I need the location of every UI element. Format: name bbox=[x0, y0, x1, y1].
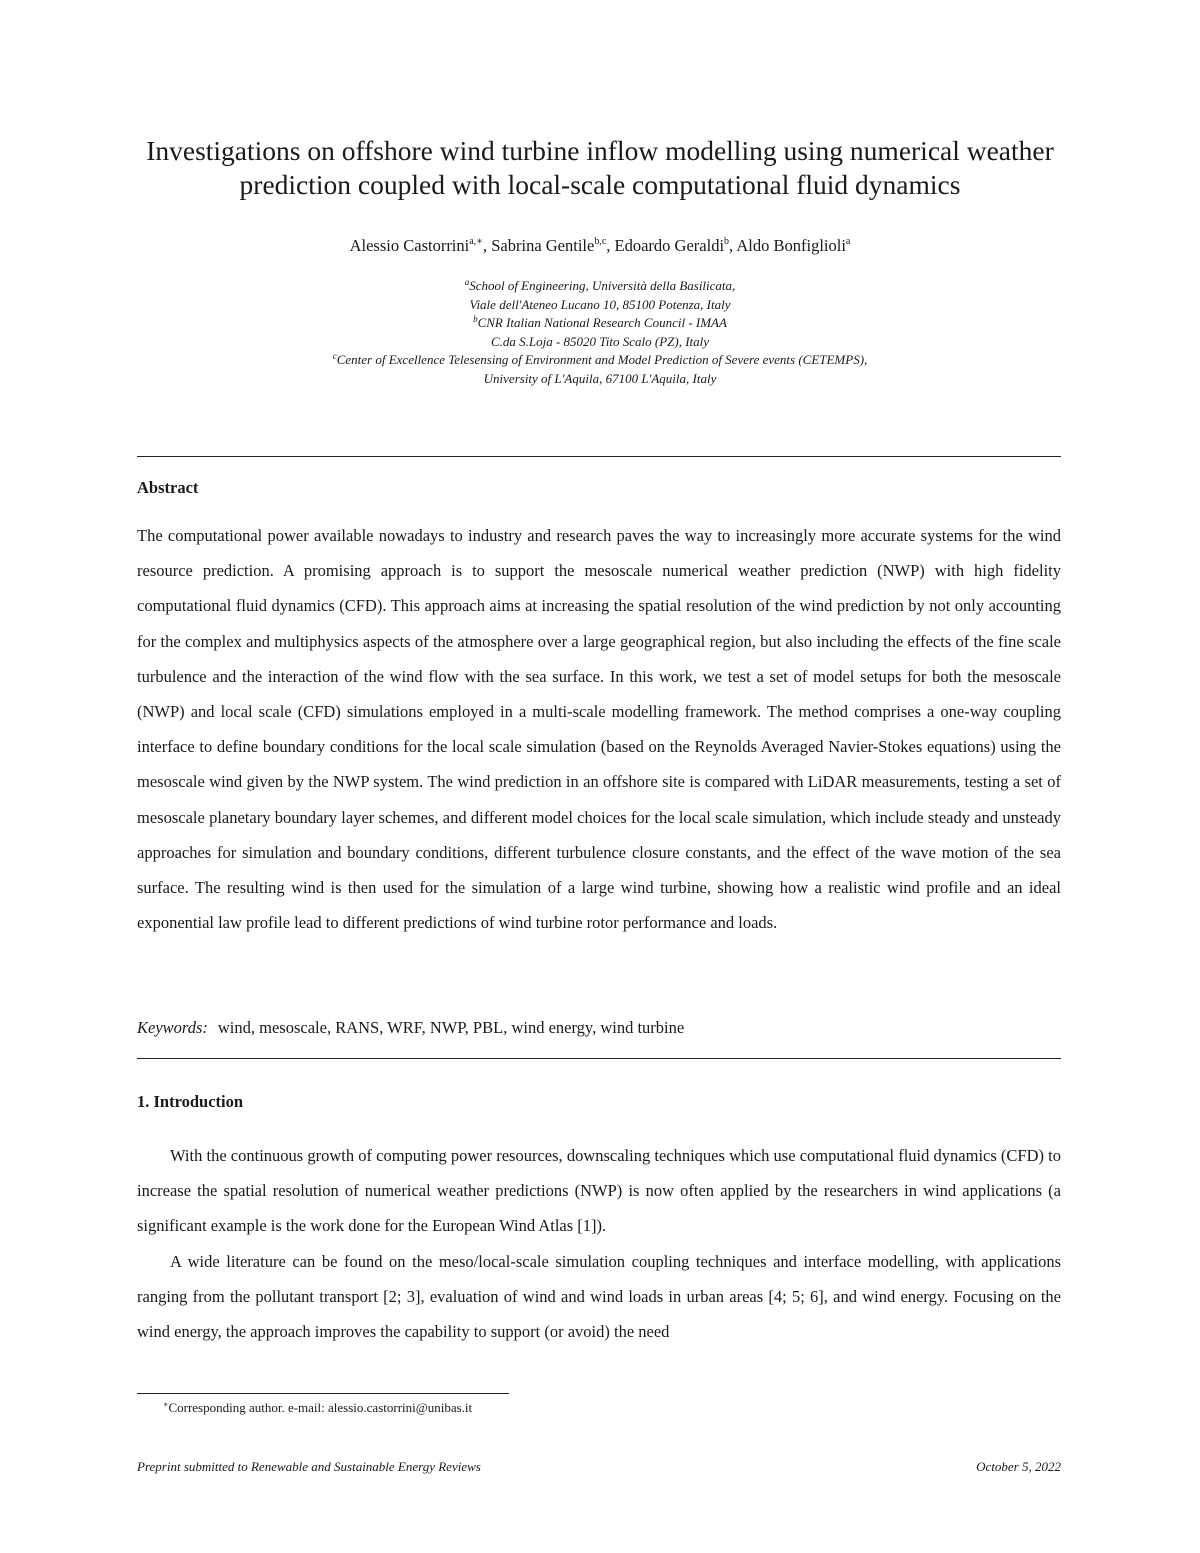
affiliation-line: C.da S.Loja - 85020 Tito Scalo (PZ), Italy bbox=[490, 333, 710, 349]
affiliation-line: University of L'Aquila, 67100 L'Aquila, Italy bbox=[483, 370, 717, 386]
affiliation-line: $^b$CNR Italian National Research Council - IMAA bbox=[473, 314, 727, 331]
footnote-rule bbox=[137, 1393, 509, 1394]
footnote: ∗Corresponding author. e-mail: alessio.castorrini@unibas.it bbox=[163, 1400, 473, 1415]
footer-date: October 5, 2022 bbox=[976, 1459, 1061, 1474]
author: Sabrina Gentile$^{b,c}$ bbox=[491, 236, 607, 255]
affiliation-line: Viale dell'Ateneo Lucano 10, 85100 Potenza, Italy bbox=[469, 296, 731, 312]
author-list: Alessio Castorrini$^{a,∗}$, Sabrina Gentile$^{b,c}$, Edoardo Geraldi$^b$, Aldo Bonfiglioli$^a$ bbox=[349, 236, 851, 255]
abstract-bottom-rule bbox=[137, 1058, 1061, 1059]
paper-title bbox=[100, 134, 1100, 202]
keywords-label: Keywords: bbox=[137, 1018, 208, 1037]
footer-preprint-note: Preprint submitted to Renewable and Sustainable Energy Reviews bbox=[137, 1459, 481, 1474]
intro-paragraph-1: With the continuous growth of computing power resources, downscaling techniques which use computational fluid dynamics (CFD) to increase the spatial resolution of numerical weather predictions (NWP) is now often applied by the researchers in wind applications (a significant example is the work done for the European Wind Atlas [1]). bbox=[137, 1146, 1061, 1236]
abstract-heading: Abstract bbox=[137, 478, 199, 497]
abstract-text: The computational power available nowadays to industry and research paves the way to increasingly more accurate systems for the wind resource prediction. A promising approach is to support the mesoscale numerical weather prediction (NWP) with high fidelity computational fluid dynamics (CFD). This approach aims at increasing the spatial resolution of the wind prediction by not only accounting for the complex and multiphysics aspects of the atmosphere over a large geographical region, but also including the effects of the fine scale turbulence and the interaction of the wind flow with the sea surface. In this work, we test a set of model setups for both the mesoscale (NWP) and local scale (CFD) simulations employed in a multi-scale modelling framework. The method comprises a one-way coupling interface to define boundary conditions for the local scale simulation (based on the Reynolds Averaged Navier-Stokes equations) using the mesoscale wind given by the NWP system. The wind prediction in an offshore site is compared with LiDAR measurements, testing a set of mesoscale planetary boundary layer schemes, and different model choices for the local scale simulation, which include steady and unsteady approaches for simulation and boundary conditions, different turbulence closure constants, and the effect of the wave motion of the sea surface. The resulting wind is then used for the simulation of a large wind turbine, showing how a realistic wind profile and an ideal exponential law profile lead to different predictions of wind turbine rotor performance and loads. bbox=[137, 526, 1061, 933]
author: Aldo Bonfiglioli$^a$ bbox=[736, 236, 851, 255]
section-heading-introduction: 1. Introduction bbox=[137, 1092, 244, 1111]
abstract-top-rule bbox=[137, 456, 1061, 457]
keywords-list: wind, mesoscale, RANS, WRF, NWP, PBL, wind energy, wind turbine bbox=[217, 1018, 685, 1037]
author: Edoardo Geraldi$^b$ bbox=[614, 236, 730, 255]
affiliation-line: $^c$Center of Excellence Telesensing of Environment and Model Prediction of Severe events (CETEMPS), bbox=[332, 351, 868, 368]
keywords bbox=[137, 1016, 1061, 1040]
title-line-1: Investigations on offshore wind turbine inflow modelling using numerical weather bbox=[146, 135, 1054, 166]
title-line-2: prediction coupled with local-scale computational fluid dynamics bbox=[239, 169, 961, 200]
author: Alessio Castorrini$^{a,∗}$ bbox=[349, 236, 483, 255]
intro-paragraph-2: A wide literature can be found on the meso/local-scale simulation coupling techniques and interface modelling, with applications ranging from the pollutant transport [2; 3], evaluation of wind and wind loads in urban areas [4; 5; 6], and wind energy. Focusing on the wind energy, the approach improves the capability to support (or avoid) the need bbox=[137, 1252, 1061, 1342]
affiliation-line: $^a$School of Engineering, Università della Basilicata, bbox=[464, 277, 736, 293]
affiliations bbox=[100, 277, 1100, 389]
